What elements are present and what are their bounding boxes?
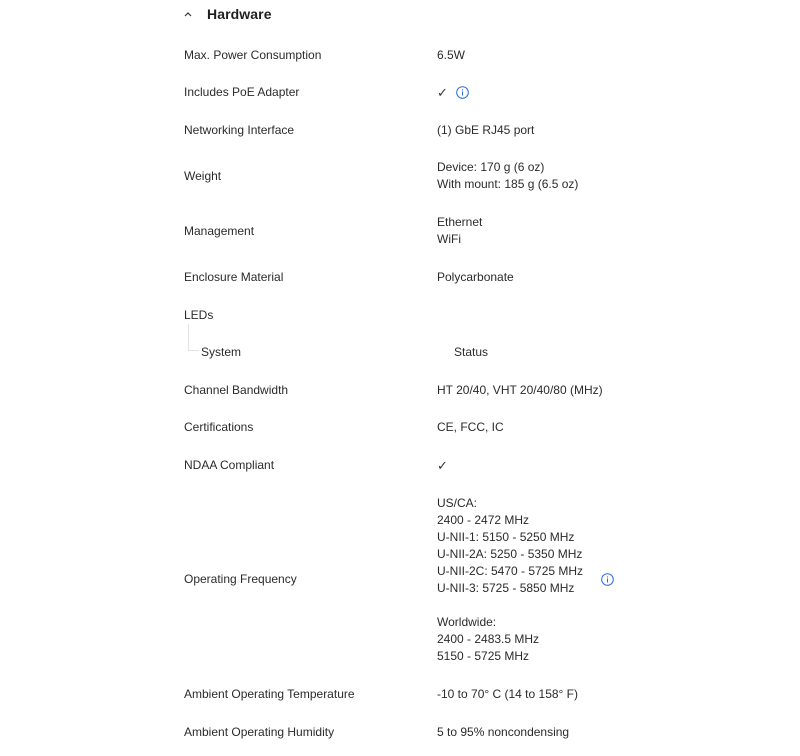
spec-value <box>454 344 684 361</box>
checkmark-icon: ✓ <box>437 457 448 473</box>
spec-value <box>437 269 684 286</box>
spec-value-line: U-NII-2A: 5250 - 5350 MHz <box>437 546 583 561</box>
spec-value-line: 5150 - 5725 MHz <box>437 648 530 663</box>
spec-value <box>437 47 684 64</box>
info-icon[interactable] <box>456 86 469 99</box>
spec-sublabel-text: System <box>201 344 242 359</box>
info-icon[interactable] <box>601 573 614 586</box>
spec-value-line: Ethernet <box>437 215 483 229</box>
spec-label: LEDs <box>184 307 214 322</box>
spec-label: Management <box>184 223 255 238</box>
spec-value-line: HT 20/40, VHT 20/40/80 (MHz) <box>437 382 603 397</box>
spec-value-line: CE, FCC, IC <box>437 419 504 434</box>
spec-row-ndaa-compliant <box>184 456 684 474</box>
spec-label: Channel Bandwidth <box>184 382 289 397</box>
spec-row-poe-adapter <box>184 83 684 101</box>
spec-row-networking-interface <box>184 121 684 139</box>
spec-value <box>437 457 684 474</box>
spec-value <box>437 159 684 193</box>
spec-label: Networking Interface <box>184 122 295 137</box>
spec-row-leds <box>184 306 684 324</box>
spec-row-ambient-humidity <box>184 723 684 741</box>
spec-value <box>437 382 684 399</box>
spec-sublabel <box>184 344 454 361</box>
spec-label: Max. Power Consumption <box>184 47 322 62</box>
spec-value-line: U-NII-3: 5725 - 5850 MHz <box>437 580 575 595</box>
spec-value <box>437 686 684 703</box>
spec-label: Ambient Operating Temperature <box>184 686 355 701</box>
spec-value-line: Worldwide: <box>437 614 497 629</box>
spec-label: Ambient Operating Humidity <box>184 724 335 739</box>
spec-value-line: Device: 170 g (6 oz) <box>437 160 545 174</box>
spec-label: Weight <box>184 168 222 183</box>
spec-value-line: (1) GbE RJ45 port <box>437 122 535 137</box>
spec-value <box>437 84 684 101</box>
checkmark-icon: ✓ <box>437 84 448 100</box>
spec-row-max-power <box>184 46 684 64</box>
spec-value-line: 6.5W <box>437 47 466 62</box>
spec-value-line: -10 to 70° C (14 to 158° F) <box>437 686 578 701</box>
spec-value-line: U-NII-1: 5150 - 5250 MHz <box>437 529 575 544</box>
spec-value-line: Polycarbonate <box>437 269 514 284</box>
spec-label: NDAA Compliant <box>184 457 275 472</box>
spec-label: Includes PoE Adapter <box>184 84 300 99</box>
spec-value-line: 5 to 95% noncondensing <box>437 724 570 739</box>
spec-value-line: US/CA: <box>437 495 478 510</box>
spec-value <box>437 419 684 436</box>
spec-label: Enclosure Material <box>184 269 284 284</box>
tree-connector <box>188 324 199 351</box>
spec-value-line: With mount: 185 g (6.5 oz) <box>437 177 579 191</box>
spec-label: Operating Frequency <box>184 572 297 586</box>
spec-value <box>437 724 684 741</box>
spec-row-certifications <box>184 418 684 436</box>
spec-row-weight <box>184 158 684 194</box>
spec-value <box>437 122 684 139</box>
spec-row-ambient-temperature <box>184 685 684 703</box>
spec-row-management <box>184 213 684 249</box>
spec-value-spacer <box>437 597 583 614</box>
spec-row-leds-system <box>184 343 684 361</box>
spec-value-line: 2400 - 2483.5 MHz <box>437 631 540 646</box>
spec-value <box>437 214 684 248</box>
spec-value-line: U-NII-2C: 5470 - 5725 MHz <box>437 563 584 578</box>
spec-row-operating-frequency <box>184 494 684 665</box>
section-title: Hardware <box>207 6 272 22</box>
spec-row-channel-bandwidth <box>184 381 684 399</box>
chevron-up-icon <box>184 11 198 17</box>
hardware-section-toggle[interactable] <box>184 4 272 24</box>
spec-value-line: 2400 - 2472 MHz <box>437 512 530 527</box>
spec-value-line: Status <box>454 344 489 359</box>
spec-value-line: WiFi <box>437 232 461 246</box>
spec-label: Certifications <box>184 419 254 434</box>
spec-row-enclosure-material <box>184 268 684 286</box>
spec-value <box>437 495 684 665</box>
